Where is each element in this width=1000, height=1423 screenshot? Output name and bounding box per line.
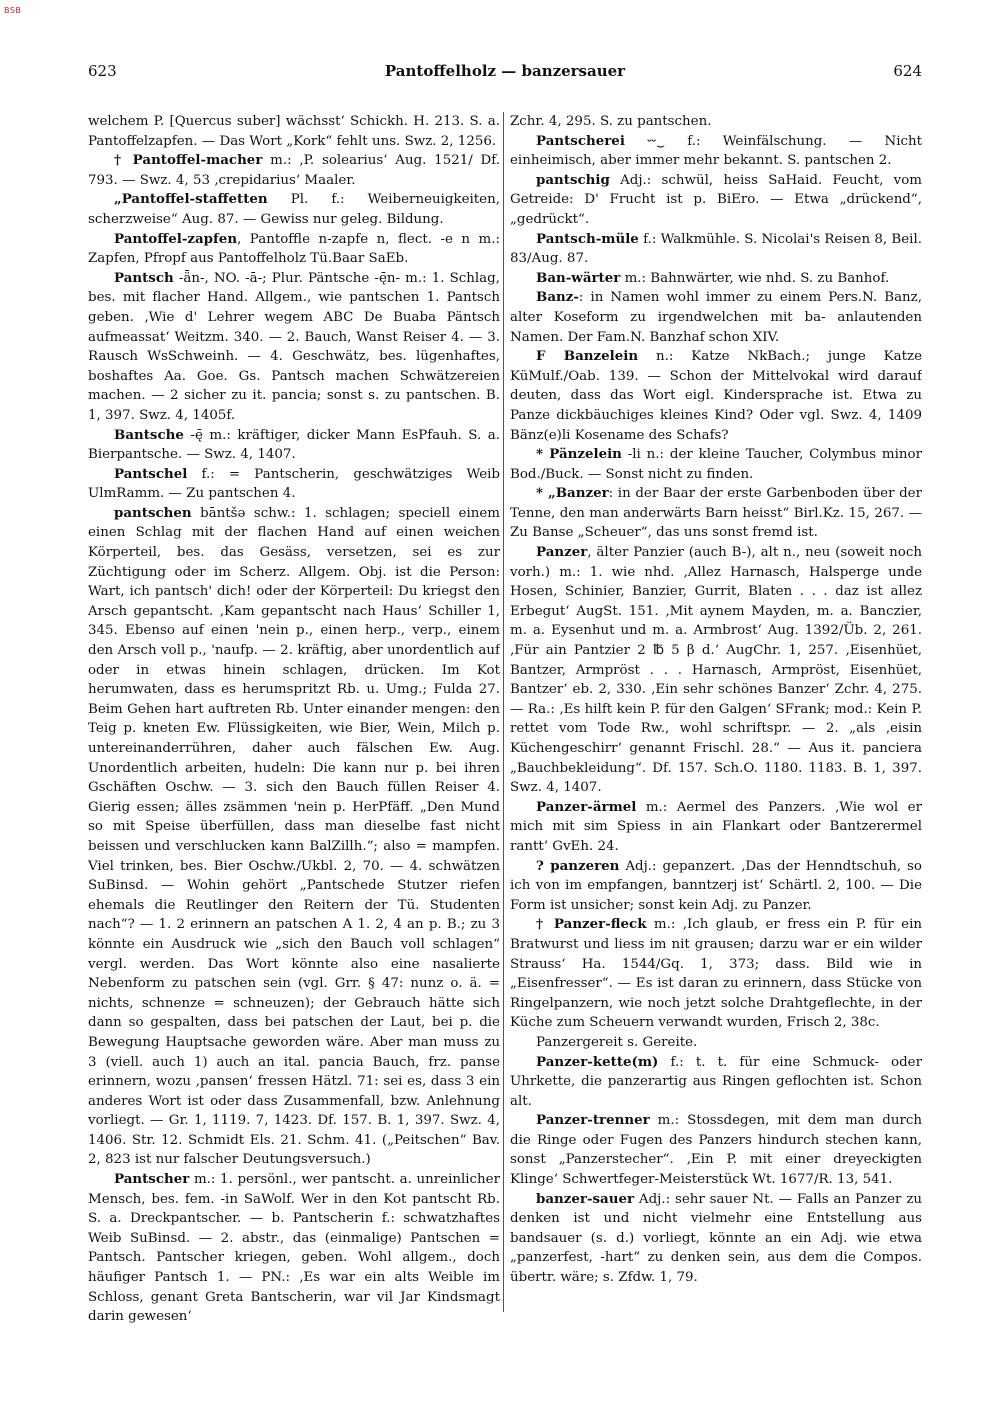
entry-headword: banzer-sauer bbox=[536, 1190, 635, 1207]
entry-text: , Pantoffle n-zapfe n, flect. -e n m.: Zapfen, Pfropf aus Pantoffelholz Tü.Baar SaEb. bbox=[88, 231, 500, 267]
dictionary-entry bbox=[510, 230, 922, 269]
page-title: Pantoffelholz — banzersauer bbox=[384, 62, 626, 80]
entry-headword: Pantsch-müle bbox=[536, 230, 639, 247]
entry-text: Adj.: schwül, heiss SaHaid. Feucht, vom Getreide: D' Frucht ist p. BiEro. — Etwa „drückend“, „gedrückt“. bbox=[510, 172, 922, 227]
entry-headword: * „Banzer bbox=[536, 485, 609, 502]
dictionary-entry bbox=[510, 347, 922, 445]
entry-text: : in der Baar der erste Garbenboden über der Tenne, den man anderwärts Barn heisst“ Birl.Kz. 15, 267. — Zu Banse „Scheuer“, das uns sonst fremd ist. bbox=[510, 486, 922, 541]
entry-headword: pantschen bbox=[114, 504, 192, 521]
dictionary-entry bbox=[88, 190, 500, 229]
dictionary-entry bbox=[510, 171, 922, 230]
entry-headword: Panzer-ärmel bbox=[536, 798, 637, 815]
entry-text: : in Namen wohl immer zu einem Pers.N. Banz, alter Koseform zu irgendwelchen mit ba- anlautenden Namen. Der Fam.N. Banzhaf schon XIV. bbox=[510, 290, 922, 345]
entry-text: m.: Bahnwärter, wie nhd. S. zu Banhof. bbox=[620, 270, 890, 286]
entry-headword: † Pantoffel-macher bbox=[114, 152, 263, 169]
dictionary-entry bbox=[88, 269, 500, 426]
dictionary-entry bbox=[88, 230, 500, 269]
entry-text: , älter Panzier (auch B-), alt n., neu (soweit noch vorh.) m.: 1. wie nhd. ‚Allez Harnasch, Halsperge unde Hosen, Schinier, Banzier, Gurrit, Blaten . . . daz ist allez Erbegut‘ AugSt. 151. ‚Mit aynem Mayden, m. a. Banczier, m. a. Eysenhut und m. a. Armbrost‘ Aug. 1392/Üb. 2, 261. ‚Für ain Pantzier 2 ℔ 5 β d.‘ AugChr. 1, 257. ‚Eisenhüet, Bantzer, Armpröst . . . Harnasch, Armpröst, Eisenhüet, Bantzer‘ eb. 2, 330. ‚Ein sehr schönes Banzer‘ Zchr. 4, 275. — Ra.: ‚Es hilft kein P. für den Galgen‘ SFrank; mod.: Kein P. rettet vom Tode Rw., wohl schriftspr. — 2. „als ‚eisin Küchengeschirr‘ genannt Frischl. 28.“ — Aus it. panciera „Bauchbekleidung“. Df. 157. Sch.O. 1180. 1183. B. 1, 397. Swz. 4, 1407. bbox=[510, 545, 922, 796]
entry-headword: Panzer-trenner bbox=[536, 1112, 650, 1129]
entry-text: f.: Walkmühle. S. Nicolai's Reisen 8, Beil. 83/Aug. 87. bbox=[510, 231, 922, 267]
entry-text: m.: Aermel des Panzers. ‚Wie wol er mich mit sim Spiess in ain Flankart oder Bantzerermel rantt‘ GvEh. 24. bbox=[510, 799, 922, 854]
entry-text: -li n.: der kleine Taucher, Colymbus minor Bod./Buck. — Sonst nicht zu finden. bbox=[510, 447, 922, 482]
dictionary-entry bbox=[510, 798, 922, 857]
page-number-left: 623 bbox=[88, 62, 117, 80]
entry-headword: F Banzelein bbox=[536, 348, 639, 365]
entry-headword: Pantoffel-zapfen bbox=[114, 230, 238, 247]
entry-text: m.: Stossdegen, mit dem man durch die Ringe oder Fugen des Panzers hindurch stechen kann, sonst „Panzerstecher“. ‚Ein P. mit einer dreyeckigten Klinge‘ Schwertfeger-Meisterstück Wt. 1677/R. 13, 541. bbox=[510, 1113, 922, 1188]
column-divider bbox=[503, 112, 504, 1312]
entry-text: Adj.: gepanzert. ‚Das der Henndtschuh, so ich von im empfangen, banntzerj ist‘ Schärtl. 2, 100. — Die Form ist unsicher; sonst kein Adj. zu Panzer. bbox=[510, 858, 922, 913]
entry-headword: Pantsch bbox=[114, 269, 174, 286]
entry-headword: † Panzer-fleck bbox=[536, 916, 647, 933]
entry-text: ⏑⏑‿ f.: Weinfälschung. — Nicht einheimisch, aber immer mehr bekannt. S. pantschen 2. bbox=[510, 133, 922, 169]
entry-headword: Pantscherei bbox=[536, 132, 625, 149]
entry-text: Pl. f.: Weiberneuigkeiten, scherzweise“ Aug. 87. — Gewiss nur geleg. Bildung. bbox=[88, 192, 500, 227]
entry-headword: Banz- bbox=[536, 289, 579, 306]
entry-text: n.: Katze NkBach.; junge Katze KüMulf./Oab. 139. — Schon der Mittelvokal wird darauf deuten, dass das Wort eigl. Kindersprache ist. Etwa zu Panze dickbäuchiges kleines Kind? Oder vgl. Swz. 4, 1409 Bänz(e)li Kosename des Schafs? bbox=[510, 349, 922, 443]
dictionary-entry bbox=[510, 445, 922, 484]
entry-text: m.: 1. persönl., wer pantscht. a. unreinlicher Mensch, bes. fem. -in SaWolf. Wer in den Kot pantscht Rb. S. a. Dreckpantscher. — b. Pantscherin f.: schwatzhaftes Weib SuBinsd. — 2. abstr., das (einmalige) Pantschen = Pantsch. Pantscher kriegen, geben. Wohl allgem., doch häufiger Pantsch 1. — PN.: ‚Es war ein alts Weible im Schloss, genant Greta Bantscherin, war vil Jar Kindsmagt darin gewesen‘ bbox=[88, 1172, 500, 1325]
entry-text: f.: = Pantscherin, geschwätziges Weib UlmRamm. — Zu pantschen 4. bbox=[88, 466, 500, 502]
dictionary-entry bbox=[510, 1053, 922, 1112]
page-header bbox=[88, 62, 922, 88]
entry-headword: pantschig bbox=[536, 171, 610, 188]
library-stamp: BSB bbox=[4, 6, 22, 15]
dictionary-entry bbox=[88, 465, 500, 504]
dictionary-entry bbox=[88, 426, 500, 465]
dictionary-entry bbox=[510, 1190, 922, 1288]
entry-text: m.: ‚Ich glaub, er fress ein P. für ein Bratwurst und liess im nit grausen; darzu war er ein wilder Strauss‘ Ha. 1544/Gq. 1, 373; dass. Bild wie in „Eisenfresser“. — Es ist daran zu erinnern, dass Stücke von Ringelpanzern, wie noch jetzt solche Drahtgeflechte, in der Küche zum Scheuern verwandt wurden, Frisch 2, 38c. bbox=[510, 917, 922, 1031]
dictionary-entry bbox=[510, 1111, 922, 1189]
entry-headword: Panzer bbox=[536, 544, 588, 561]
entry-headword: Pantscher bbox=[114, 1171, 190, 1188]
right-column bbox=[510, 112, 922, 1383]
entry-text: m.: ‚P. solearius‘ Aug. 1521/ Df. 793. — Swz. 4, 53 ‚crepidarius‘ Maaler. bbox=[88, 153, 500, 188]
entry-headword: Ban-wärter bbox=[536, 269, 621, 286]
left-column bbox=[88, 112, 500, 1383]
entry-text: f.: t. t. für eine Schmuck- oder Uhrkette, die panzerartig aus Ringen geflochten ist. Schon alt. bbox=[510, 1054, 922, 1109]
entry-text: bāntšə schw.: 1. schlagen; speciell einem einen Schlag mit der flachen Hand auf einen weichen Körperteil, bes. das Gesäss, versetzen, sei es zur Züchtigung oder im Scherz. Allgem. Obj. ist die Person: Wart, ich pantsch' dich! oder der Körperteil: Du kriegst den Arsch gepantscht. ‚Kam gepantscht nach Haus‘ Schiller 1, 345. Ebenso auf einen 'nein p., einen herp., verp., einem den Arsch voll p., 'naufp. — 2. kräftig, aber unordentlich auf oder in etwas hinein schlagen, drücken. Im Kot herumwaten, dass es herumspritzt Rb. u. Umg.; Fulda 27. Beim Gehen hart auftreten Rb. Unter einander mengen: den Teig p. kneten Ew. Flüssigkeiten, wie Bier, Wein, Milch p. untereinanderrühren, daher auch fälschen Ew. Aug. Unordentlich arbeiten, hudeln: Die kann nur p. bei ihren Gschäften Oschw. — 3. sich den Bauch füllen Reiser 4. Gierig essen; älles zsämmen 'nein p. HerPfäff. „Den Mund so mit Speise überfüllen, dass man dieselbe fast nicht beissen und verschlucken kann BalZillh.“; also = mampfen. Viel trinken, bes. Bier Oschw./Ukbl. 2, 70. — 4. schwätzen SuBinsd. — Wohin gehört „Pantschede Stutzer riefen ehemals die Reutlinger den Reitern der Tü. Studenten nach“? — 1. 2 erinnern an patschen A 1. 2, 4 an p. B.; zu 3 könnte ein Ausdruck wie „sich den Bauch voll schlagen“ vergl. werden. Das Wort könnte also eine nasalierte Nebenform zu patschen sein (vgl. Grr. § 47: nunz o. ä. = nichts, schnenze = schneuzen); der Gebrauch hätte sich dann so gespalten, dass bei patschen der Laut, bei p. die Bewegung Hauptsache geworden wäre. Aber man muss zu 3 (viell. auch 1) auch an ital. pancia Bauch, frz. panse erinnern, wozu ‚pansen‘ fressen Hätzl. 71: sei es, dass 3 ein anderes Wort ist oder dass Zusammenfall, bzw. Anlehnung vorliegt. — Gr. 1, 1119. 7, 1423. Df. 157. B. 1, 397. Swz. 4, 1406. Str. 12. Schmidt Els. 21. Schm. 41. („Peitschen“ Bav. 2, 823 ist nur falscher Deutungsversuch.) bbox=[88, 505, 500, 1168]
entry-text: -ę̄ m.: kräftiger, dicker Mann EsPfauh. S. a. Bierpantsche. — Swz. 4, 1407. bbox=[88, 427, 500, 463]
dictionary-entry bbox=[510, 1033, 922, 1053]
entry-headword: „Pantoffel-staffetten bbox=[114, 191, 268, 208]
entry-text: Panzergereit s. Gereite. bbox=[536, 1034, 698, 1050]
entry-text: -ǟn-, NO. -ā-; Plur. Päntsche -ę̄n- m.: 1. Schlag, bes. mit flacher Hand. Allgem., wie pantschen 1. Pantsch geben. ‚Wie d' Lehrer wegem ABC De Buaba Päntsch aufmeassat‘ Weitzm. 340. — 2. Bauch, Wanst Reiser 4. — 3. Rausch WsSchweinh. — 4. Geschwätz, bes. lügenhaftes, boshaftes Aa. Goe. Gs. Pantsch machen Schwätzereien machen. — 2 sicher zu it. pancia; sonst s. zu pantschen. B. 1, 397. Swz. 4, 1405f. bbox=[88, 270, 500, 423]
dictionary-entry bbox=[510, 132, 922, 171]
dictionary-entry bbox=[510, 269, 922, 289]
entry-headword: ? panzeren bbox=[536, 857, 620, 874]
entry-text: Zchr. 4, 295. S. zu pantschen. bbox=[510, 114, 712, 129]
entry-text: welchem P. [Quercus suber] wächsst‘ Schickh. H. 213. S. a. Pantoffelzapfen. — Das Wort „Kork“ fehlt uns. Swz. 2, 1256. bbox=[88, 114, 500, 149]
dictionary-entry bbox=[510, 288, 922, 347]
dictionary-entry bbox=[88, 504, 500, 1170]
dictionary-entry bbox=[88, 112, 500, 151]
entry-headword: Bantsche bbox=[114, 426, 184, 443]
dictionary-entry bbox=[510, 857, 922, 916]
entry-headword: * Pänzelein bbox=[536, 446, 622, 463]
dictionary-entry bbox=[510, 484, 922, 543]
entry-headword: Pantschel bbox=[114, 465, 188, 482]
dictionary-entry bbox=[510, 543, 922, 798]
entry-headword: Panzer-kette(m) bbox=[536, 1053, 659, 1070]
dictionary-entry bbox=[510, 112, 922, 132]
dictionary-entry bbox=[510, 915, 922, 1033]
page-number-right: 624 bbox=[893, 62, 922, 80]
entry-text: Adj.: sehr sauer Nt. — Falls an Panzer zu denken ist und nicht vielmehr eine Entstellung aus bandsauer (s. d.) vorliegt, könnte an ein Adj. wie etwa „panzerfest, -hart“ zu denken sein, aus dem die Compos. übertr. wäre; s. Zfdw. 1, 79. bbox=[510, 1191, 922, 1286]
dictionary-entry bbox=[88, 1170, 500, 1327]
dictionary-entry bbox=[88, 151, 500, 190]
